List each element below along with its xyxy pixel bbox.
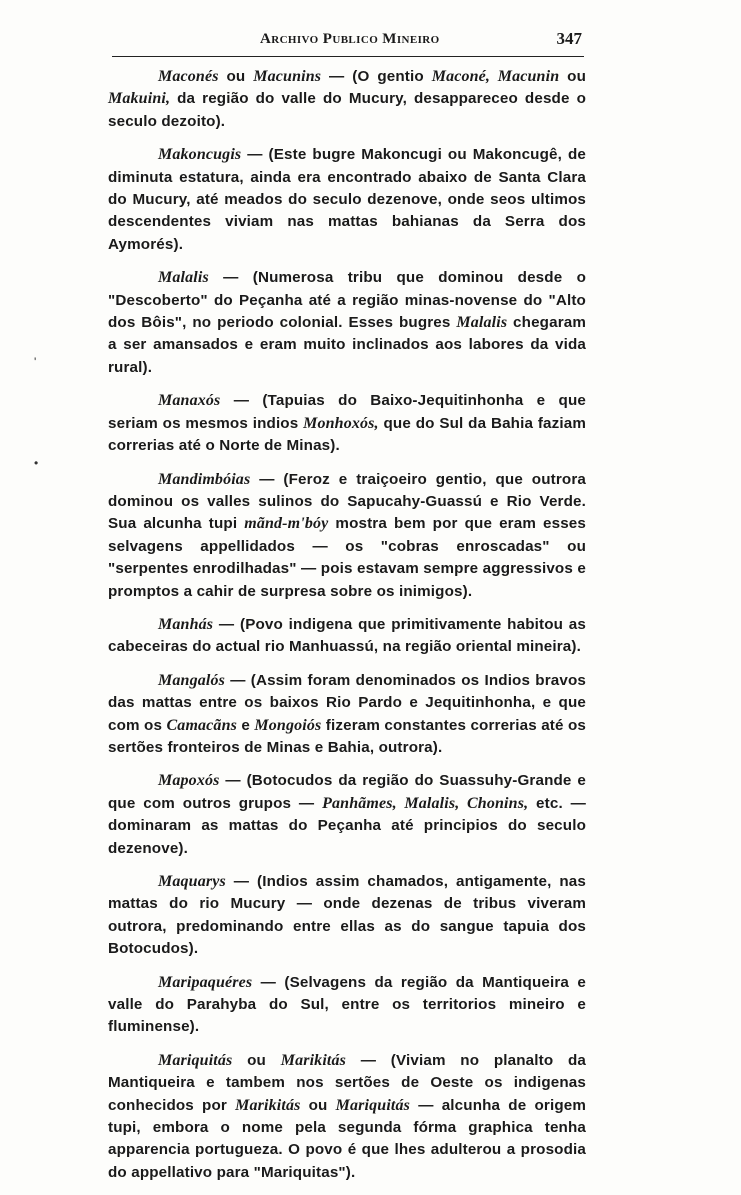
entry-term: Mangalós — [158, 671, 225, 689]
entry-term: Mariquitás — [158, 1051, 233, 1069]
entry-term: Manaxós — [158, 392, 221, 410]
entry-mariquitás — [108, 1050, 586, 1184]
entry-text: — (Tapuias do Baixo-Jequitinhonha e que seriam os mesmos indios — [108, 392, 586, 432]
entry-text: ou — [300, 1096, 336, 1114]
page-header — [112, 28, 584, 57]
entry-emphasis: Malalis — [456, 314, 508, 332]
entry-text: — (Numerosa tribu que dominou desde o "Descoberto" do Peçanha até a região minas-novense do "Alto dos Bôis", no periodo colonial. Esses bugres — [108, 269, 586, 332]
entry-term-variant: Marikitás — [280, 1051, 347, 1069]
entry-term: Mapoxós — [158, 772, 220, 790]
entry-emphasis: Makuini, — [108, 90, 171, 108]
entry-text: e — [237, 716, 255, 734]
entry-text: mostra bem por que eram esses selvagens appellidados — os "cobras enroscadas" ou "serpentes enrodilhadas" — pois estavam sempre aggressivos e promptos a cahir de surpresa sobre os inimigos). — [108, 515, 586, 600]
running-head: Archivo Publico Mineiro — [260, 31, 440, 47]
entry-emphasis: Mongoiós — [254, 716, 322, 734]
page-number: 347 — [556, 29, 582, 48]
entry-text: que do Sul da Bahia faziam correrias até o Norte de Minas). — [108, 414, 586, 455]
entry-text: — (Feroz e traiçoeiro gentio, que outrora dominou os valles sulinos do Sapucahy-Guassú e Rio Verde. Sua alcunha tupi — [108, 470, 586, 533]
entry-term: Maquarys — [158, 873, 226, 890]
entry-term: Malalis — [158, 269, 209, 287]
entry-emphasis: Camacãns — [166, 716, 238, 734]
entry-text: — alcunha de origem tupi, embora o nome pela segunda fórma graphica tenha apparencia portugueza. O povo é que lhes adulterou a prosodia do appellativo para "Mariquitas"). — [108, 1096, 586, 1181]
entry-term: Maripaquéres — [158, 973, 253, 991]
entry-maquarys — [108, 871, 586, 961]
entry-text: ou — [232, 1051, 281, 1069]
entry-text: — (Indios assim chamados, antigamente, nas mattas do rio Mucury — onde dezenas de tribus viveram outrora, predominando entre ellas as do sangue tapuia dos Botocudos). — [108, 873, 586, 958]
entry-malalis — [108, 267, 586, 379]
entry-text: fizeram constantes correrias até os sertões fronteiros de Minas e Bahia, outrora). — [108, 716, 586, 756]
margin-mark: • — [34, 456, 39, 470]
entry-makoncugis — [108, 144, 586, 256]
entry-term: Mandimbóias — [158, 470, 251, 488]
entry-emphasis: mãnd-m'bóy — [244, 515, 329, 533]
margin-mark: ' — [34, 355, 37, 369]
entry-text: — (Viviam no planalto da Mantiqueira e tambem nos sertões de Oeste os indigenas conhecidos por — [108, 1051, 586, 1114]
entry-term: Makoncugis — [158, 146, 242, 164]
entry-mapoxós — [108, 770, 586, 860]
entry-manaxós — [108, 390, 586, 457]
entry-emphasis: Panhãmes, Malalis, Chonins, — [322, 794, 529, 812]
entry-mandimbóias — [108, 469, 586, 603]
entry-emphasis: Marikitás — [235, 1096, 301, 1114]
entry-manhás — [108, 614, 586, 659]
entry-text: — (Este bugre Makoncugi ou Makoncugê, de diminuta estatura, ainda era encontrado abaixo de Santa Clara do Mucury, até meados do seculo dezenove, onde seos ultimos descendentes viviam nas mattas bahianas da Serra dos Aymorés). — [108, 146, 586, 253]
entry-mangalós — [108, 670, 586, 760]
entry-text: — (Assim foram denominados os Indios bravos das mattas entre os baixos Rio Pardo e Jequitinhonha, e que com os — [108, 671, 586, 734]
entry-maripaquéres — [108, 972, 586, 1039]
entry-maconés — [108, 66, 586, 133]
entry-term: Maconés — [158, 68, 219, 85]
entry-text: — (Selvagens da região da Mantiqueira e valle do Parahyba do Sul, entre os territorios mineiro e fluminense). — [108, 973, 586, 1036]
entry-text: da região do valle do Mucury, desappareceo desde o seculo dezoito). — [108, 90, 586, 130]
entry-text: chegaram a ser amansados e eram muito inclinados aos labores da vida rural). — [108, 314, 587, 376]
entry-text: ou — [559, 68, 587, 85]
entry-text: ou — [218, 68, 254, 85]
entry-emphasis: Monhoxós, — [303, 414, 379, 432]
entry-emphasis: Mariquitás — [335, 1096, 411, 1114]
entry-text: — (Povo indigena que primitivamente habitou as cabeceiras do actual rio Manhuassú, na região oriental mineira). — [108, 615, 586, 656]
entry-text: — (O gentio — [321, 68, 432, 85]
entry-text: — (Botocudos da região do Suassuhy-Grande e que com outros grupos — — [108, 772, 586, 812]
entry-term: Manhás — [158, 615, 214, 633]
entry-term-variant: Macunins — [253, 68, 322, 85]
entry-emphasis: Maconé, Macunin — [431, 68, 560, 85]
entry-text: etc. — dominaram as mattas do Peçanha até principios do seculo dezenove). — [108, 794, 586, 857]
